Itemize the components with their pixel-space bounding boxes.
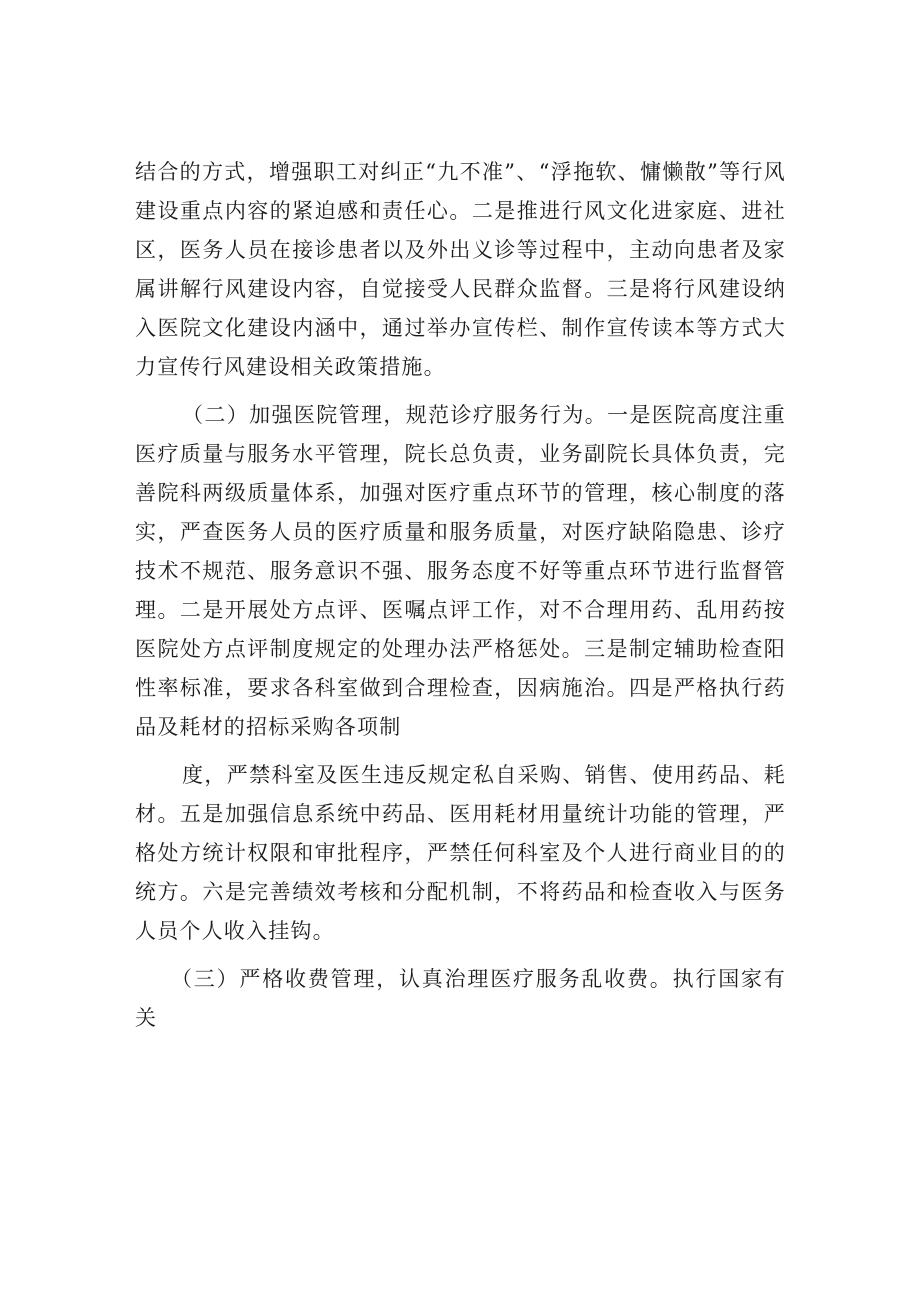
paragraph-section-two: （二）加强医院管理，规范诊疗服务行为。一是医院高度注重医疗质量与服务水平管理，院长总负责，业务副院长具体负责，完善院科两级质量体系，加强对医疗重点环节的管理，核心制度的落实，严查医务人员的医疗质量和服务质量，对医疗缺陷隐患、诊疗技术不规范、服务意识不强、服务态度不好等重点环节进行监督管理。二是开展处方点评、医嘱点评工作，对不合理用药、乱用药按医院处方点评制度规定的处理办法严格惩处。三是制定辅助检查阳性率标准，要求各科室做到合理检查，因病施治。四是严格执行药品及耗材的招标采购各项制 <box>135 403 786 739</box>
paragraph-section-three: （三）严格收费管理，认真治理医疗服务乱收费。执行国家有关 <box>135 967 786 1030</box>
paragraph-continuation: 结合的方式，增强职工对纠正“九不准”、“浮拖软、慵懒散”等行风建设重点内容的紧迫感和责任心。二是推进行风文化进家庭、进社区，医务人员在接诊患者以及外出义诊等过程中，主动向患者及家属讲解行风建设内容，自觉接受人民群众监督。三是将行风建设纳入医院文化建设内涵中，通过举办宣传栏、制作宣传读本等方式大力宣传行风建设相关政策措施。 <box>135 160 786 379</box>
paragraph-section-two-continued: 度，严禁科室及医生违反规定私自采购、销售、使用药品、耗材。五是加强信息系统中药品、医用耗材用量统计功能的管理，严格处方统计权限和审批程序，严禁任何科室及个人进行商业目的的统方。六是完善绩效考核和分配机制，不将药品和检查收入与医务人员个人收入挂钩。 <box>135 763 786 943</box>
document-body <box>135 153 786 1047</box>
